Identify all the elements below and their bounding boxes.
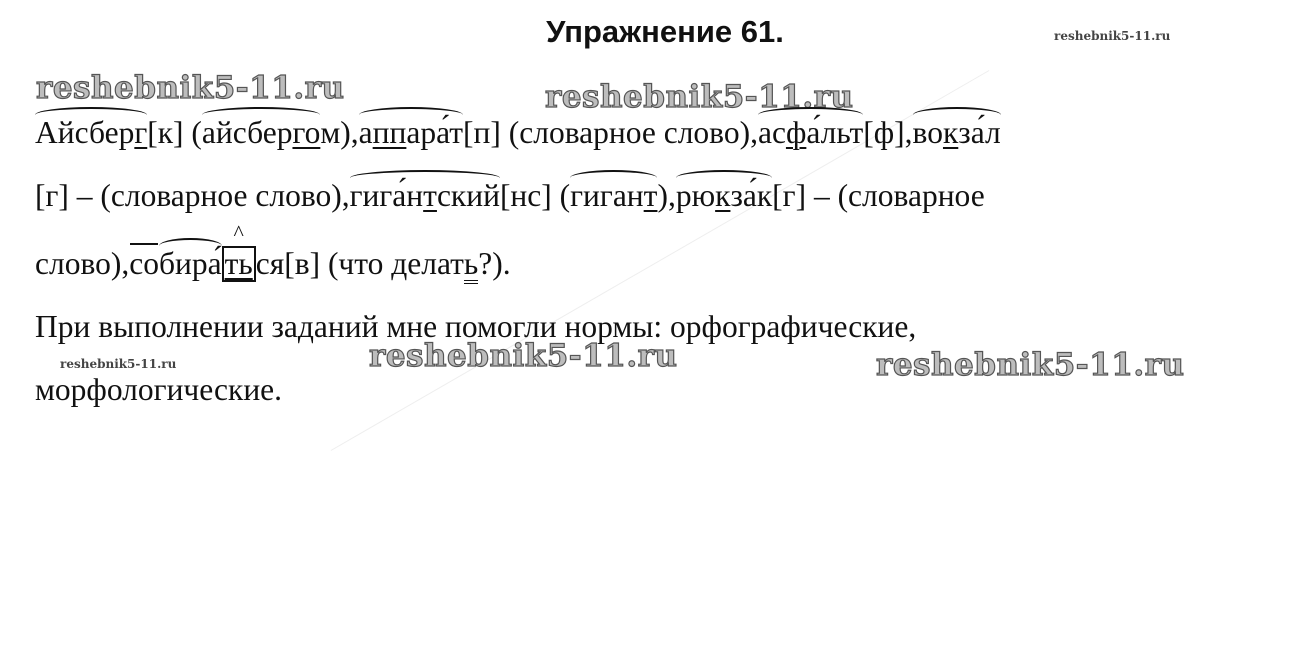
word-apparat: аппара́т bbox=[358, 115, 464, 150]
word-aysberg: Айсберг bbox=[35, 115, 148, 150]
conclusion-line-2: морфологические. bbox=[35, 372, 283, 407]
ending-box-t: ^ ть bbox=[222, 246, 256, 282]
watermark-mid-left: reshebnik5-11.ru bbox=[60, 357, 177, 371]
word-vokzal: вокза́л bbox=[912, 115, 1001, 150]
answer-line-1: Айсберг[к] (айсбергом),аппара́т[п] (словарное слово),асфа́льт[ф],вокза́л bbox=[35, 115, 1001, 150]
root-bira: бира́ bbox=[158, 246, 222, 281]
watermark-top-left: reshebnik5-11.ru bbox=[36, 70, 345, 106]
watermark-top-right: reshebnik5-11.ru bbox=[1054, 29, 1171, 43]
word-aysbergom: айсберго bbox=[201, 115, 321, 150]
answer-line-2: [г] – (словарное слово),гига́нтский[нс] (гигант),рюкза́к[г] – (словарное bbox=[35, 178, 985, 213]
exercise-title: Упражнение 61. bbox=[546, 14, 784, 49]
watermark-top-center: reshebnik5-11.ru bbox=[545, 79, 854, 115]
word-gigant: гигант bbox=[570, 178, 658, 213]
watermark-mid-right: reshebnik5-11.ru bbox=[876, 347, 1185, 383]
word-ryukzak: рюкза́к bbox=[675, 178, 773, 213]
conclusion-line-1: При выполнении заданий мне помогли нормы: орфографические, bbox=[35, 309, 917, 344]
word-gigantskiy: гига́нтский bbox=[349, 178, 500, 213]
answer-line-3: слово),собира́^ ться[в] (что делать?). bbox=[35, 246, 511, 284]
word-asfalt: асфа́льт bbox=[757, 115, 864, 150]
prefix-so: со bbox=[129, 246, 159, 281]
watermark-mid-center: reshebnik5-11.ru bbox=[369, 338, 678, 374]
